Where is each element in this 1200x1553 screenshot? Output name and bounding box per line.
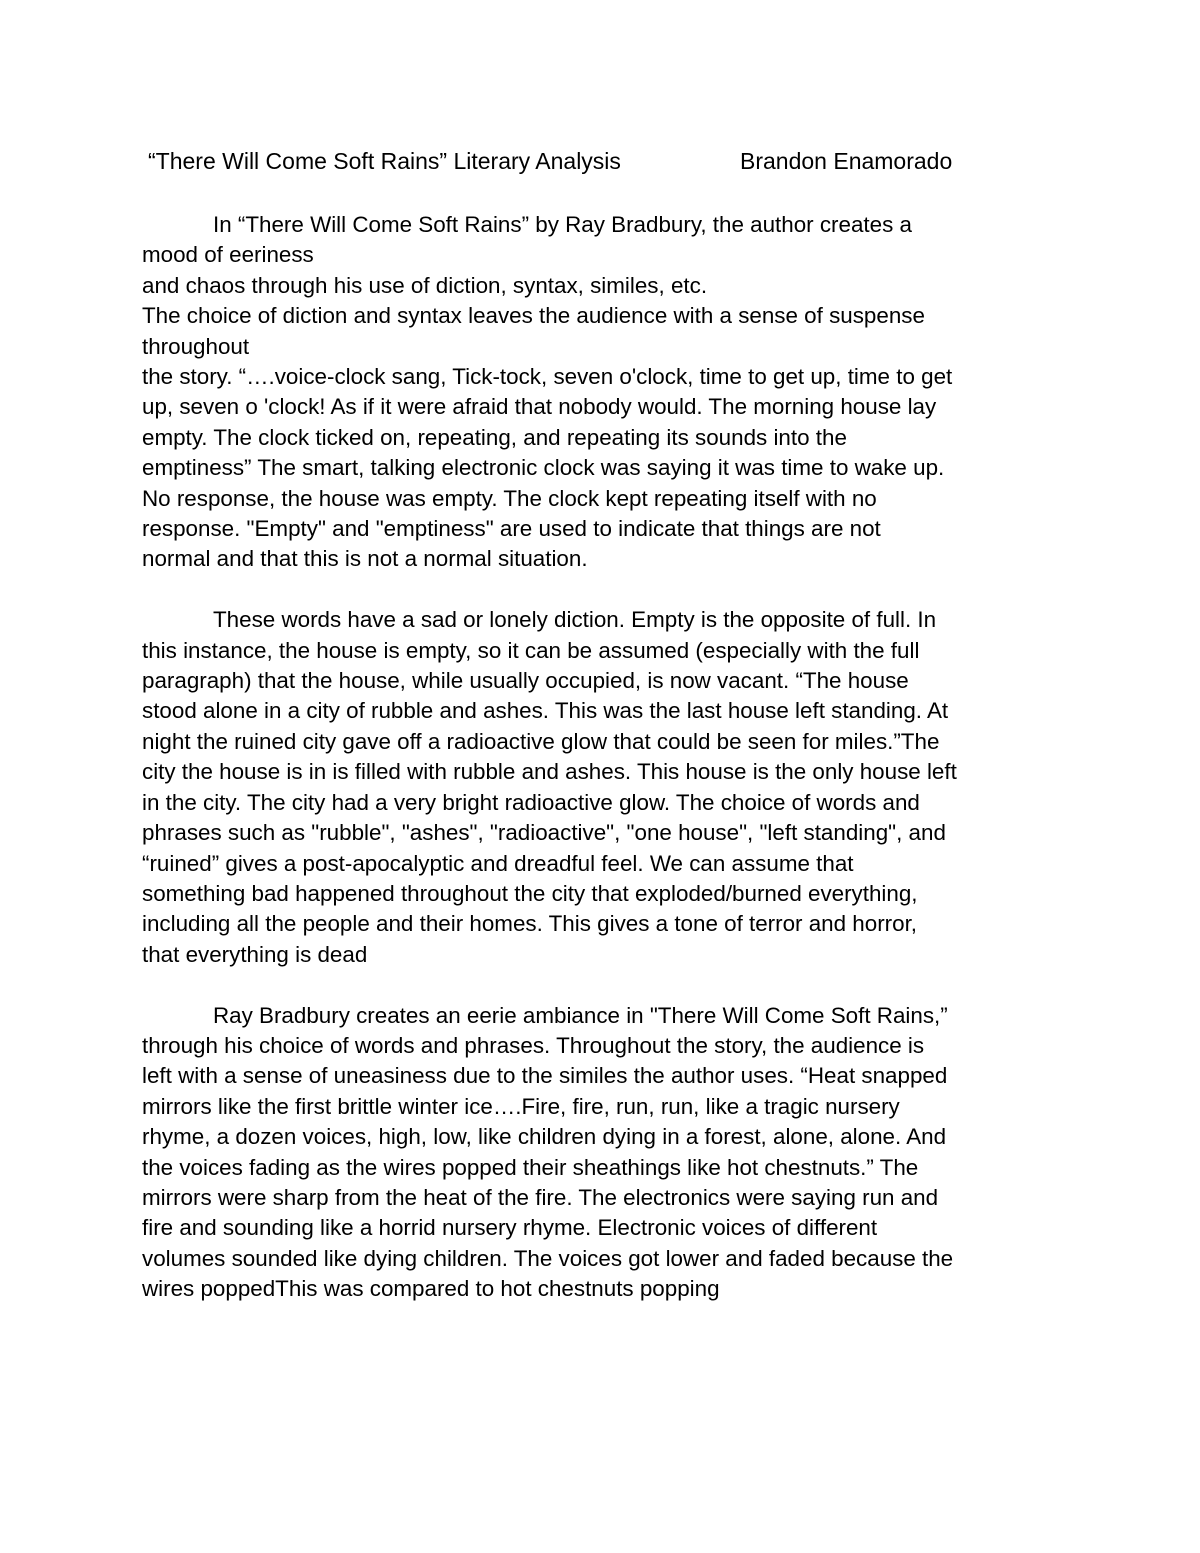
text-line: mirrors like the first brittle winter ice….Fire, fire, run, run, like a tragic nursery: [142, 1093, 900, 1119]
document-header: [0, 143, 1200, 179]
text-line: and chaos through his use of diction, syntax, similes, etc.: [142, 272, 708, 298]
text-line: volumes sounded like dying children. The voices got lower and faded because the: [142, 1245, 954, 1271]
text-line: “ruined” gives a post-apocalyptic and dreadful feel. We can assume that: [142, 850, 854, 876]
text-line: stood alone in a city of rubble and ashes. This was the last house left standing. At: [142, 698, 949, 724]
paragraph-spacer: [142, 970, 1062, 1000]
text-line: through his choice of words and phrases. Throughout the story, the audience is: [142, 1032, 925, 1058]
text-line: empty. The clock ticked on, repeating, and repeating its sounds into the: [142, 424, 847, 450]
text-line: fire and sounding like a horrid nursery rhyme. Electronic voices of different: [142, 1215, 878, 1241]
author-name: Brandon Enamorado: [740, 148, 953, 174]
text-line: in the city. The city had a very bright radioactive glow. The choice of words and: [142, 789, 920, 815]
text-line: In “There Will Come Soft Rains” by Ray Bradbury, the author creates a: [213, 212, 912, 237]
text-line: this instance, the house is empty, so it can be assumed (especially with the full: [142, 637, 920, 663]
text-line: wires poppedThis was compared to hot chestnuts popping: [142, 1276, 720, 1302]
text-line: city the house is in is filled with rubble and ashes. This house is the only house left: [142, 759, 957, 785]
text-line: the story. “….voice-clock sang, Tick-tock, seven o'clock, time to get up, time to get: [142, 364, 953, 390]
text-line: night the ruined city gave off a radioactive glow that could be seen for miles.”The: [142, 728, 940, 754]
text-line: mood of eeriness: [142, 242, 314, 268]
paragraph-1: [142, 210, 1062, 575]
text-line: including all the people and their homes. This gives a tone of terror and horror,: [142, 911, 918, 937]
text-line: throughout: [142, 333, 250, 359]
text-line: These words have a sad or lonely diction. Empty is the opposite of full. In: [213, 607, 937, 633]
text-line: paragraph) that the house, while usually occupied, is now vacant. “The house: [142, 668, 909, 694]
text-line: mirrors were sharp from the heat of the fire. The electronics were saying run and: [142, 1184, 939, 1210]
paragraph-spacer: [142, 575, 1062, 605]
paragraph-3: [142, 1001, 1062, 1305]
text-line: the voices fading as the wires popped their sheathings like hot chestnuts.” The: [142, 1154, 919, 1180]
text-line: rhyme, a dozen voices, high, low, like children dying in a forest, alone, alone. And: [142, 1124, 947, 1150]
text-line: something bad happened throughout the city that exploded/burned everything,: [142, 880, 918, 906]
text-line: normal and that this is not a normal situation.: [142, 546, 588, 572]
text-line: that everything is dead: [142, 941, 368, 967]
document-title: “There Will Come Soft Rains” Literary Analysis: [148, 148, 621, 174]
text-line: Ray Bradbury creates an eerie ambiance in "There Will Come Soft Rains,”: [213, 1002, 948, 1028]
text-line: phrases such as "rubble", "ashes", "radioactive", "one house", "left standing", and: [142, 820, 946, 846]
text-line: up, seven o 'clock! As if it were afraid that nobody would. The morning house lay: [142, 394, 937, 420]
text-line: left with a sense of uneasiness due to the similes the author uses. “Heat snapped: [142, 1063, 948, 1089]
text-line: emptiness” The smart, talking electronic clock was saying it was time to wake up.: [142, 455, 945, 481]
text-line: No response, the house was empty. The clock kept repeating itself with no: [142, 485, 877, 511]
paragraph-2: [142, 605, 1062, 970]
text-line: The choice of diction and syntax leaves the audience with a sense of suspense: [142, 303, 925, 329]
text-line: response. "Empty" and "emptiness" are used to indicate that things are not: [142, 516, 881, 542]
document-body: [142, 210, 1062, 1305]
